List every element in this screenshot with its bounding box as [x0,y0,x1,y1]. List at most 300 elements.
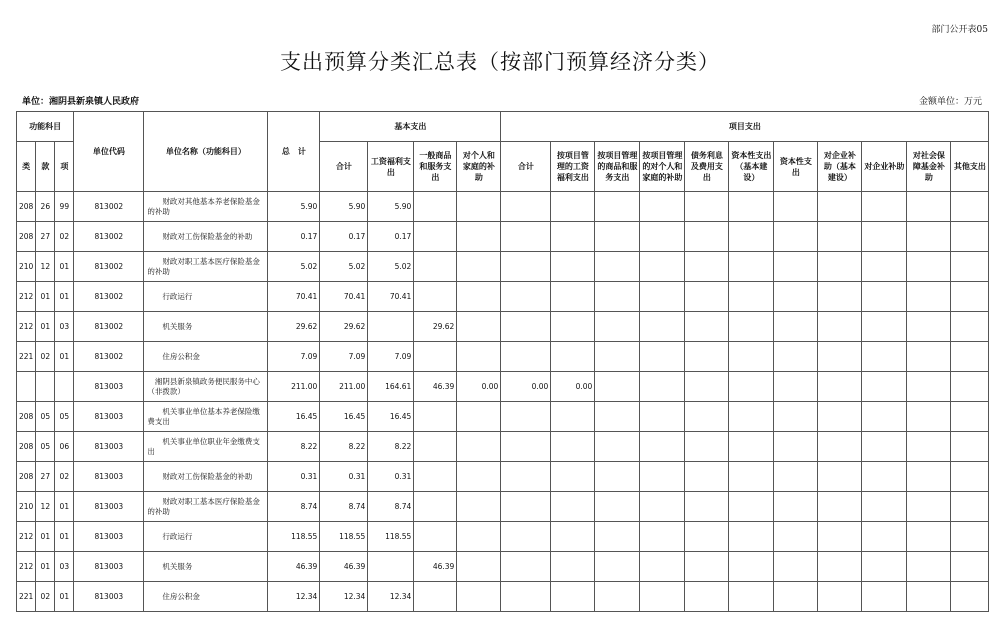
cell-project-total [501,222,551,252]
cell-xiang: 01 [55,582,74,612]
cell-kuan: 05 [36,402,55,432]
cell-lei: 210 [17,492,36,522]
cell-unit-code: 813003 [74,462,144,492]
cell-project-total [501,282,551,312]
cell-basic-goods [414,192,457,222]
cell-empty [774,462,818,492]
table-row [17,522,989,552]
cell-basic-goods: 29.62 [414,312,457,342]
cell-empty [907,522,951,552]
cell-empty [640,282,685,312]
cell-basic-wage: 8.74 [368,492,414,522]
cell-basic-wage [368,312,414,342]
cell-project-total [501,432,551,462]
cell-empty [685,522,729,552]
cell-empty [907,552,951,582]
cell-empty [729,252,774,282]
cell-unit-code: 813003 [74,492,144,522]
cell-basic-personal [457,342,501,372]
cell-total: 118.55 [268,522,320,552]
cell-empty [640,342,685,372]
cell-empty [729,372,774,402]
cell-basic-total: 46.39 [320,552,368,582]
cell-project-total [501,192,551,222]
cell-lei: 208 [17,222,36,252]
cell-empty [595,462,640,492]
cell-basic-personal [457,192,501,222]
cell-empty [640,432,685,462]
cell-empty [685,312,729,342]
cell-empty [907,492,951,522]
cell-empty [774,582,818,612]
cell-empty [729,522,774,552]
cell-basic-wage: 12.34 [368,582,414,612]
cell-empty [640,462,685,492]
header-basic-col: 合计 [320,142,368,192]
cell-empty [774,222,818,252]
cell-basic-wage [368,552,414,582]
cell-empty [951,492,989,522]
cell-basic-total: 0.17 [320,222,368,252]
cell-kuan: 01 [36,312,55,342]
table-row [17,432,989,462]
cell-basic-wage: 7.09 [368,342,414,372]
cell-project-total [501,582,551,612]
cell-empty [907,372,951,402]
header-unit-name: 单位名称（功能科目） [144,112,268,192]
cell-kuan: 01 [36,522,55,552]
cell-empty [951,282,989,312]
cell-basic-wage: 164.61 [368,372,414,402]
cell-empty [774,492,818,522]
header-basic-col: 工资福利支出 [368,142,414,192]
cell-xiang: 99 [55,192,74,222]
cell-total: 7.09 [268,342,320,372]
cell-basic-wage: 8.22 [368,432,414,462]
cell-basic-total: 5.90 [320,192,368,222]
cell-unit-code: 813003 [74,372,144,402]
cell-empty [595,492,640,522]
cell-xiang: 01 [55,522,74,552]
cell-empty [951,462,989,492]
cell-empty [640,222,685,252]
header-project-col: 对企业补助 [862,142,907,192]
cell-empty [862,402,907,432]
cell-basic-goods [414,282,457,312]
cell-empty [729,552,774,582]
cell-empty [818,372,862,402]
cell-empty [862,492,907,522]
cell-basic-goods [414,402,457,432]
cell-empty [907,312,951,342]
cell-project-wage [551,582,595,612]
cell-xiang: 01 [55,282,74,312]
cell-empty [685,372,729,402]
cell-lei: 221 [17,582,36,612]
cell-basic-wage: 70.41 [368,282,414,312]
cell-basic-personal [457,582,501,612]
cell-empty [595,522,640,552]
header-basic-col: 对个人和家庭的补助 [457,142,501,192]
cell-empty [640,492,685,522]
cell-empty [951,192,989,222]
cell-empty [729,342,774,372]
cell-empty [818,312,862,342]
cell-total: 29.62 [268,312,320,342]
cell-empty [729,402,774,432]
cell-basic-personal [457,312,501,342]
cell-empty [862,342,907,372]
cell-empty [951,432,989,462]
cell-xiang: 02 [55,222,74,252]
cell-lei: 221 [17,342,36,372]
cell-empty [685,282,729,312]
cell-total: 16.45 [268,402,320,432]
cell-xiang: 03 [55,552,74,582]
cell-basic-personal [457,432,501,462]
cell-kuan: 02 [36,582,55,612]
cell-empty [862,312,907,342]
cell-empty [862,582,907,612]
cell-empty [818,432,862,462]
cell-unit-code: 813003 [74,432,144,462]
cell-basic-total: 7.09 [320,342,368,372]
cell-project-total [501,492,551,522]
cell-basic-total: 8.22 [320,432,368,462]
cell-empty [729,462,774,492]
header-project-col: 合计 [501,142,551,192]
cell-project-wage: 0.00 [551,372,595,402]
cell-basic-wage: 5.02 [368,252,414,282]
cell-empty [907,252,951,282]
cell-empty [862,282,907,312]
cell-basic-total: 70.41 [320,282,368,312]
cell-project-wage [551,462,595,492]
cell-project-wage [551,282,595,312]
cell-lei: 208 [17,462,36,492]
cell-basic-total: 211.00 [320,372,368,402]
cell-empty [595,552,640,582]
cell-project-wage [551,252,595,282]
table-row [17,312,989,342]
header-kuan: 款 [36,142,55,192]
cell-empty [818,222,862,252]
cell-kuan: 26 [36,192,55,222]
header-project-col: 其他支出 [951,142,989,192]
cell-total: 46.39 [268,552,320,582]
cell-unit-code: 813002 [74,192,144,222]
cell-unit-name: 机关服务 [144,552,268,582]
cell-unit-code: 813002 [74,252,144,282]
cell-unit-name: 机关事业单位职业年金缴费支出 [144,432,268,462]
cell-empty [595,282,640,312]
cell-project-total [501,402,551,432]
cell-kuan: 12 [36,252,55,282]
cell-empty [818,582,862,612]
cell-unit-code: 813002 [74,312,144,342]
cell-empty [907,342,951,372]
cell-empty [774,282,818,312]
cell-empty [862,432,907,462]
cell-basic-personal [457,402,501,432]
cell-basic-personal [457,552,501,582]
cell-basic-personal [457,462,501,492]
cell-empty [907,222,951,252]
cell-empty [907,462,951,492]
cell-empty [729,582,774,612]
cell-basic-total: 5.02 [320,252,368,282]
cell-project-total [501,312,551,342]
cell-empty [640,582,685,612]
cell-unit-code: 813002 [74,282,144,312]
cell-basic-goods [414,462,457,492]
cell-total: 0.17 [268,222,320,252]
cell-kuan: 12 [36,492,55,522]
cell-basic-goods: 46.39 [414,552,457,582]
cell-project-wage [551,342,595,372]
cell-unit-code: 813003 [74,402,144,432]
cell-unit-code: 813003 [74,552,144,582]
cell-xiang: 01 [55,342,74,372]
cell-basic-goods [414,432,457,462]
header-func-subject: 功能科目 [17,112,74,142]
cell-empty [951,582,989,612]
table-row [17,192,989,222]
cell-unit-name: 机关事业单位基本养老保险缴费支出 [144,402,268,432]
header-project-col: 债务利息及费用支出 [685,142,729,192]
cell-unit-name: 财政对工伤保险基金的补助 [144,462,268,492]
cell-empty [907,432,951,462]
cell-empty [729,312,774,342]
cell-basic-goods [414,222,457,252]
cell-empty [818,192,862,222]
cell-empty [595,192,640,222]
cell-empty [818,402,862,432]
cell-unit-name: 财政对工伤保险基金的补助 [144,222,268,252]
cell-empty [729,282,774,312]
cell-empty [595,312,640,342]
cell-project-wage [551,312,595,342]
cell-basic-personal [457,252,501,282]
cell-empty [774,432,818,462]
cell-empty [774,522,818,552]
cell-kuan: 01 [36,552,55,582]
cell-basic-total: 29.62 [320,312,368,342]
cell-empty [951,342,989,372]
cell-empty [818,462,862,492]
cell-total: 5.90 [268,192,320,222]
cell-empty [862,222,907,252]
cell-empty [818,342,862,372]
table-row [17,342,989,372]
cell-empty [951,522,989,552]
cell-empty [818,252,862,282]
cell-empty [595,222,640,252]
cell-empty [774,342,818,372]
cell-unit-name: 行政运行 [144,522,268,552]
cell-empty [774,552,818,582]
table-row [17,462,989,492]
cell-empty [640,402,685,432]
header-xiang: 项 [55,142,74,192]
cell-project-total [501,252,551,282]
cell-basic-total: 8.74 [320,492,368,522]
header-total: 总 计 [268,112,320,192]
table-row [17,222,989,252]
cell-empty [595,372,640,402]
cell-xiang: 01 [55,492,74,522]
cell-kuan: 27 [36,222,55,252]
cell-basic-wage: 0.31 [368,462,414,492]
cell-empty [951,402,989,432]
cell-basic-personal [457,492,501,522]
cell-empty [907,402,951,432]
table-row [17,282,989,312]
cell-empty [951,312,989,342]
cell-project-total [501,522,551,552]
cell-empty [862,522,907,552]
cell-basic-personal [457,282,501,312]
cell-basic-wage: 118.55 [368,522,414,552]
cell-kuan [36,372,55,402]
cell-empty [907,192,951,222]
page-title: 支出预算分类汇总表（按部门预算经济分类） [280,50,720,74]
cell-unit-name: 湘阴县新泉镇政务便民服务中心（非拨款） [144,372,268,402]
cell-empty [951,552,989,582]
cell-empty [951,252,989,282]
cell-empty [907,282,951,312]
cell-kuan: 02 [36,342,55,372]
currency-unit-label: 金额单位：万元 [918,97,982,107]
cell-total: 8.22 [268,432,320,462]
cell-empty [862,252,907,282]
cell-empty [729,492,774,522]
header-project-col: 资本性支出（基本建设） [729,142,774,192]
cell-unit-name: 财政对职工基本医疗保险基金的补助 [144,492,268,522]
cell-empty [774,192,818,222]
header-project-col: 按项目管理的工资福利支出 [551,142,595,192]
cell-unit-name: 机关服务 [144,312,268,342]
cell-empty [907,582,951,612]
cell-total: 211.00 [268,372,320,402]
cell-empty [862,462,907,492]
cell-basic-personal [457,222,501,252]
cell-empty [595,342,640,372]
budget-table [16,111,989,612]
cell-total: 8.74 [268,492,320,522]
table-row [17,372,989,402]
cell-lei: 212 [17,282,36,312]
header-project-col: 对社会保障基金补助 [907,142,951,192]
cell-empty [951,372,989,402]
cell-empty [774,252,818,282]
cell-empty [685,492,729,522]
cell-total: 0.31 [268,462,320,492]
cell-basic-personal [457,522,501,552]
cell-empty [729,192,774,222]
unit-label: 单位：湘阴县新泉镇人民政府 [22,97,140,107]
cell-empty [640,372,685,402]
cell-total: 5.02 [268,252,320,282]
cell-project-wage [551,402,595,432]
cell-empty [818,552,862,582]
cell-empty [818,492,862,522]
header-project-col: 按项目管理的商品和服务支出 [595,142,640,192]
cell-empty [640,192,685,222]
header-lei: 类 [17,142,36,192]
cell-empty [685,552,729,582]
cell-unit-code: 813002 [74,342,144,372]
cell-empty [595,432,640,462]
cell-basic-goods [414,342,457,372]
table-row [17,552,989,582]
cell-empty [818,282,862,312]
cell-lei: 212 [17,522,36,552]
cell-project-wage [551,432,595,462]
cell-project-wage [551,552,595,582]
cell-project-total [501,462,551,492]
cell-empty [640,522,685,552]
cell-project-total [501,552,551,582]
cell-empty [640,252,685,282]
cell-basic-total: 118.55 [320,522,368,552]
header-project-col: 对企业补助（基本建设） [818,142,862,192]
cell-lei: 208 [17,192,36,222]
cell-empty [774,312,818,342]
cell-total: 12.34 [268,582,320,612]
cell-empty [685,402,729,432]
cell-basic-goods [414,252,457,282]
cell-unit-name: 行政运行 [144,282,268,312]
cell-empty [818,522,862,552]
cell-unit-code: 813003 [74,522,144,552]
cell-empty [595,582,640,612]
cell-kuan: 27 [36,462,55,492]
cell-empty [640,552,685,582]
cell-lei: 208 [17,402,36,432]
cell-xiang: 05 [55,402,74,432]
cell-unit-name: 住房公积金 [144,342,268,372]
header-unit-code: 单位代码 [74,112,144,192]
cell-empty [595,252,640,282]
cell-project-wage [551,522,595,552]
cell-lei: 208 [17,432,36,462]
cell-empty [685,192,729,222]
table-row [17,252,989,282]
table-row [17,582,989,612]
cell-lei: 212 [17,552,36,582]
form-code: 部门公开表05 [931,25,988,35]
cell-empty [640,312,685,342]
cell-project-total [501,342,551,372]
cell-basic-wage: 16.45 [368,402,414,432]
cell-project-total: 0.00 [501,372,551,402]
cell-project-wage [551,192,595,222]
table-row [17,492,989,522]
cell-empty [729,222,774,252]
cell-unit-name: 财政对其他基本养老保险基金的补助 [144,192,268,222]
cell-basic-total: 12.34 [320,582,368,612]
cell-basic-goods [414,522,457,552]
table-row [17,402,989,432]
cell-empty [862,552,907,582]
cell-empty [951,222,989,252]
cell-basic-total: 0.31 [320,462,368,492]
cell-empty [685,432,729,462]
cell-basic-total: 16.45 [320,402,368,432]
cell-lei: 210 [17,252,36,282]
cell-xiang: 06 [55,432,74,462]
